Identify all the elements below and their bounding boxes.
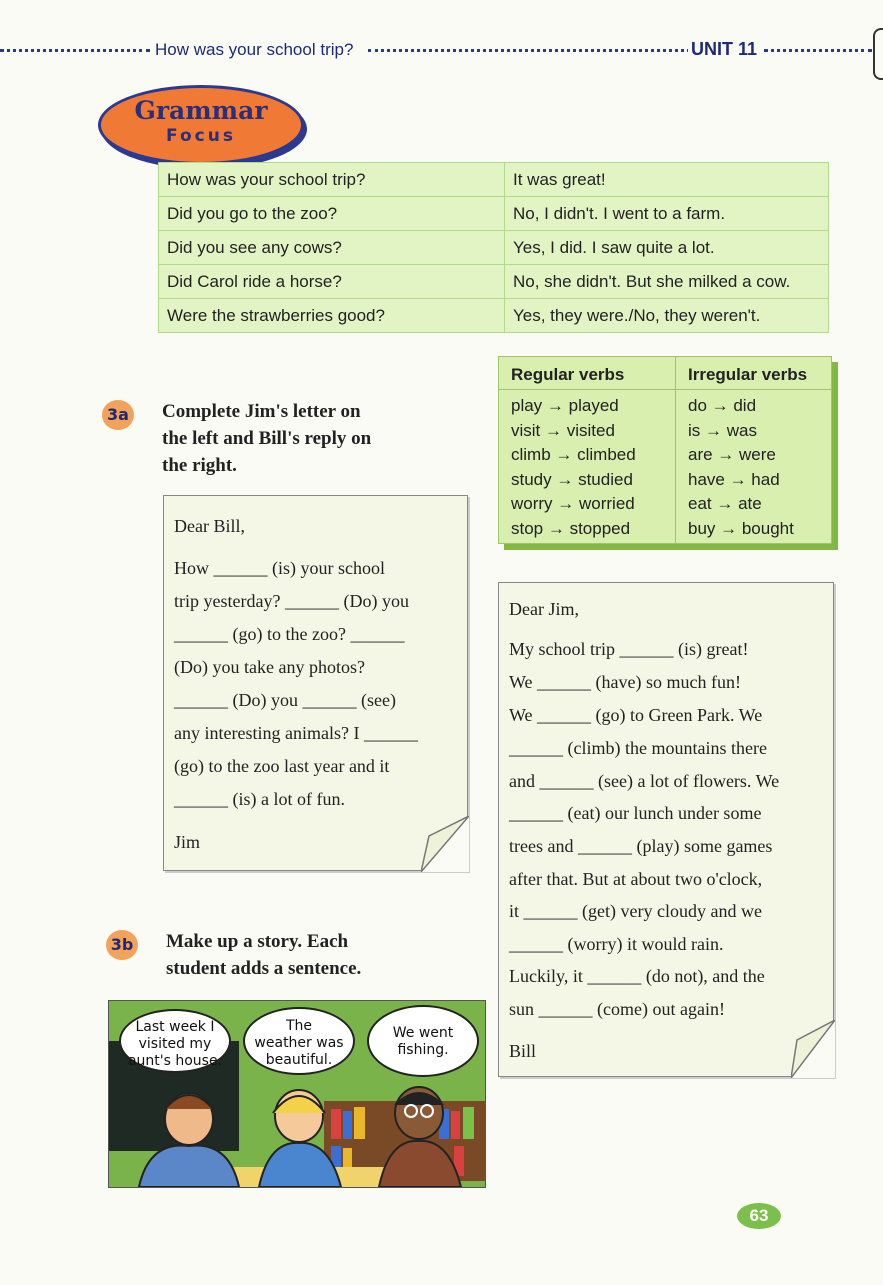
instruction-line: student adds a sentence.	[166, 958, 362, 979]
bubble-line: fishing.	[397, 1042, 449, 1058]
letter-line: (Do) you take any photos?	[174, 657, 365, 677]
verb-item: is → was	[688, 420, 757, 440]
irregular-verbs-column	[676, 357, 831, 542]
letter-line: after that. But at about two o'clock,	[509, 869, 763, 889]
verb-item: eat → ate	[688, 494, 762, 514]
letter-line: it ______ (get) very cloudy and we	[509, 901, 762, 921]
grammar-focus-badge	[98, 85, 304, 165]
page-fold-icon	[421, 816, 469, 872]
grammar-focus-subtitle: Focus	[166, 126, 236, 146]
letter-signature: Bill	[509, 1041, 537, 1061]
letter-line: My school trip ______ (is) great!	[509, 639, 749, 659]
bubble-line: beautiful.	[265, 1052, 333, 1068]
letter-line: ______ (eat) our lunch under some	[509, 803, 762, 823]
page-number: 63	[737, 1203, 781, 1229]
jim-letter	[163, 495, 468, 871]
section-3b-number: 3b	[106, 930, 138, 960]
section-3a-instruction	[162, 398, 371, 479]
bubble-line: visited my	[138, 1036, 212, 1052]
letter-line: trip yesterday? ______ (Do) you	[174, 591, 409, 611]
verb-item: are → were	[688, 445, 776, 465]
verb-item: visit → visited	[511, 420, 615, 440]
letter-line: We ______ (go) to Green Park. We	[509, 705, 763, 725]
letter-line: We ______ (have) so much fun!	[509, 672, 741, 692]
header-dots-middle	[368, 49, 690, 52]
answer-cell: No, she didn't. But she milked a cow.	[505, 265, 829, 299]
bubble-line: The	[285, 1018, 313, 1034]
unit-label: UNIT 11	[688, 39, 760, 60]
page-fold-icon	[791, 1020, 835, 1078]
question-cell: Did you see any cows?	[159, 231, 505, 265]
speech-bubble	[119, 1009, 231, 1073]
letter-line: and ______ (see) a lot of flowers. We	[509, 771, 780, 791]
letter-line: ______ (climb) the mountains there	[509, 738, 767, 758]
letter-greeting: Dear Bill,	[174, 516, 245, 536]
header-dots-right	[764, 49, 872, 52]
verb-item: worry → worried	[511, 494, 635, 514]
letter-greeting: Dear Jim,	[509, 599, 579, 619]
instruction-line: Make up a story. Each	[166, 931, 349, 952]
answer-cell: Yes, they were./No, they weren't.	[505, 299, 829, 333]
letter-line: ______ (Do) you ______ (see)	[174, 690, 396, 710]
letter-line: (go) to the zoo last year and it	[174, 756, 390, 776]
instruction-line: the left and Bill's reply on	[162, 428, 372, 449]
page-curl	[873, 28, 883, 80]
bubble-line: weather was	[254, 1035, 344, 1051]
verb-item: have → had	[688, 469, 780, 489]
speech-bubble	[243, 1007, 355, 1075]
verbs-box	[498, 356, 832, 544]
header-title: How was your school trip?	[152, 40, 356, 60]
verb-item: play → played	[511, 396, 619, 415]
speech-bubble	[367, 1005, 479, 1077]
table-row	[159, 265, 829, 299]
comic-illustration	[108, 1000, 486, 1188]
regular-verbs-heading: Regular verbs	[499, 357, 675, 390]
answer-cell: It was great!	[505, 163, 829, 197]
letter-line: trees and ______ (play) some games	[509, 836, 773, 856]
letter-line: Luckily, it ______ (do not), and the	[509, 966, 765, 986]
answer-cell: No, I didn't. I went to a farm.	[505, 197, 829, 231]
bubble-line: We went	[392, 1025, 454, 1041]
question-cell: Did you go to the zoo?	[159, 197, 505, 231]
question-cell: How was your school trip?	[159, 163, 505, 197]
regular-verbs-column	[499, 357, 676, 543]
grammar-focus-title: Grammar	[134, 96, 268, 125]
bubble-line: Last week I	[135, 1019, 215, 1035]
table-row	[159, 231, 829, 265]
instruction-line: Complete Jim's letter on	[162, 401, 361, 422]
table-row	[159, 163, 829, 197]
instruction-line: the right.	[162, 455, 237, 476]
letter-line: sun ______ (come) out again!	[509, 999, 725, 1019]
verb-item: stop → stopped	[511, 518, 631, 538]
letter-line: ______ (worry) it would rain.	[509, 934, 724, 954]
letter-signature: Jim	[174, 832, 201, 852]
letter-line: ______ (go) to the zoo? ______	[174, 624, 405, 644]
grammar-table	[158, 162, 829, 333]
verb-item: do → did	[688, 396, 757, 415]
letter-line: ______ (is) a lot of fun.	[174, 789, 345, 809]
question-cell: Were the strawberries good?	[159, 299, 505, 333]
letter-line: How ______ (is) your school	[174, 558, 385, 578]
irregular-verbs-heading: Irregular verbs	[676, 357, 831, 390]
verb-item: climb → climbed	[511, 445, 636, 465]
question-cell: Did Carol ride a horse?	[159, 265, 505, 299]
header-dots-left	[0, 49, 150, 52]
bill-letter	[498, 582, 834, 1077]
bubble-line: aunt's house.	[127, 1053, 223, 1069]
answer-cell: Yes, I did. I saw quite a lot.	[505, 231, 829, 265]
verb-item: study → studied	[511, 469, 633, 489]
letter-line: any interesting animals? I ______	[174, 723, 418, 743]
verb-item: buy → bought	[688, 518, 794, 538]
section-3b-instruction	[166, 928, 361, 982]
table-row	[159, 197, 829, 231]
section-3a-number: 3a	[102, 400, 134, 430]
table-row	[159, 299, 829, 333]
